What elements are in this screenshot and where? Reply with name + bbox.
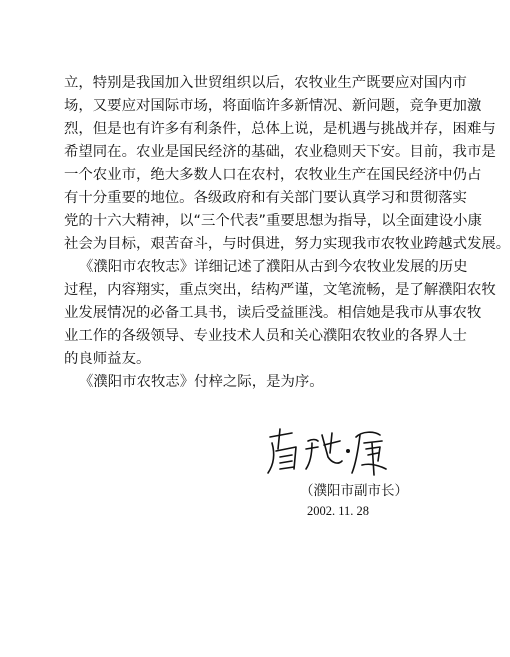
paragraph-2-line-4: 业工作的各级领导、专业技术人员和关心濮阳农牧业的各界人士 bbox=[64, 328, 467, 344]
paragraph-1-line-3: 烈，但是也有许多有利条件，总体上说，是机遇与挑战并存，困难与 bbox=[64, 121, 496, 137]
paragraph-1-line-4: 希望同在。农业是国民经济的基础，农业稳则天下安。目前，我市是 bbox=[64, 144, 496, 160]
paragraph-1-line-8: 社会为目标，艰苦奋斗，与时俱进，努力实现我市农牧业跨越式发展。 bbox=[64, 236, 510, 252]
signature-date: 2002. 11. 28 bbox=[307, 504, 370, 518]
paragraph-2-line-2: 过程，内容翔实，重点突出，结构严谨，文笔流畅，是了解濮阳农牧 bbox=[64, 282, 496, 298]
paragraph-2-line-5: 的良师益友。 bbox=[64, 351, 151, 367]
paragraph-2-line-3: 业发展情况的必备工具书，读后受益匪浅。相信她是我市从事农牧 bbox=[64, 305, 482, 321]
signatory-title: （濮阳市副市长） bbox=[300, 483, 408, 499]
paragraph-1-line-6: 有十分重要的地位。各级政府和有关部门要认真学习和贯彻落实 bbox=[64, 190, 467, 206]
paragraph-1-line-1: 立，特别是我国加入世贸组织以后，农牧业生产既要应对国内市 bbox=[64, 75, 467, 91]
paragraph-1-line-7: 党的十六大精神，以“三个代表”重要思想为指导，以全面建设小康 bbox=[64, 213, 482, 229]
paragraph-3-line-1: 《濮阳市农牧志》付梓之际，是为序。 bbox=[79, 374, 324, 390]
paragraph-1-line-2: 场，又要应对国际市场，将面临许多新情况、新问题，竞争更加激 bbox=[64, 98, 482, 114]
paragraph-2-line-1: 《濮阳市农牧志》详细记述了濮阳从古到今农牧业发展的历史 bbox=[79, 259, 468, 275]
paragraph-1-line-5: 一个农业市，绝大多数人口在农村，农牧业生产在国民经济中仍占 bbox=[64, 167, 482, 183]
handwritten-signature bbox=[262, 423, 390, 479]
